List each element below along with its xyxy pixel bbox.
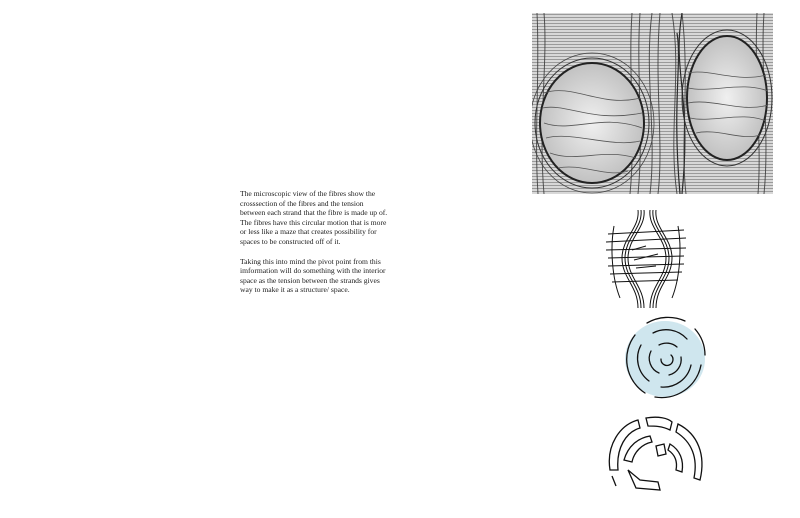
curved-wall-structure-sketch [600, 410, 710, 495]
paragraph-fibre-description: The microscopic view of the fibres show the crosssection of the fibres and the tension between each strand that the fibre is made up of. The fibres have this circular motion that is more or less like a maze that creates possibility for spaces to be constructed off of it. [240, 189, 388, 246]
circular-maze-sketch [615, 315, 725, 405]
microscopic-fibre-crosssection-image [532, 13, 773, 194]
body-text [240, 189, 390, 305]
paragraph-pivot-point: Taking this into mind the pivot point from this imformation will do something with the interior space as the tension between the strands gives way to make it as a structure/ space. [240, 256, 386, 295]
fibre-strand-tension-sketch [600, 208, 690, 308]
